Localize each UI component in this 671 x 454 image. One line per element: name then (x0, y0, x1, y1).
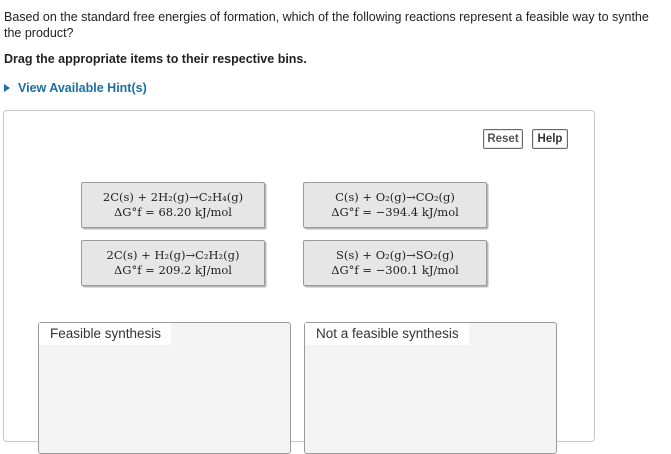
draggable-item-c2h4[interactable] (81, 182, 265, 228)
bin-feasible-synthesis[interactable] (38, 322, 291, 454)
draggable-item-so2[interactable] (303, 240, 487, 286)
draggable-item-c2h2[interactable] (81, 240, 265, 286)
draggable-item-co2[interactable] (303, 182, 487, 228)
reset-button[interactable]: Reset (483, 129, 523, 149)
view-hints-label: View Available Hint(s) (18, 81, 147, 95)
question-line-1: Based on the standard free energies of formation, which of the following reactions represent a feasible way to synthe (4, 10, 649, 24)
question-line-2: the product? (4, 26, 74, 40)
reaction-free-energy: ΔG°f = −300.1 kJ/mol (331, 263, 459, 277)
reaction-free-energy: ΔG°f = −394.4 kJ/mol (331, 205, 459, 219)
bin-not-feasible-synthesis[interactable] (304, 322, 557, 454)
bin-title: Not a feasible synthesis (305, 323, 469, 345)
reaction-equation: S(s) + O₂(g)→SO₂(g) (336, 248, 454, 262)
expand-triangle-icon (4, 84, 10, 92)
instruction-text: Drag the appropriate items to their respective bins. (4, 52, 307, 66)
bin-title: Feasible synthesis (39, 323, 171, 345)
reaction-equation: C(s) + O₂(g)→CO₂(g) (335, 190, 455, 204)
reaction-equation: 2C(s) + H₂(g)→C₂H₂(g) (106, 248, 240, 262)
reaction-free-energy: ΔG°f = 68.20 kJ/mol (114, 205, 232, 219)
drag-drop-panel (3, 110, 595, 442)
reaction-free-energy: ΔG°f = 209.2 kJ/mol (114, 263, 232, 277)
reaction-equation: 2C(s) + 2H₂(g)→C₂H₄(g) (102, 190, 244, 204)
question-text (4, 9, 671, 41)
view-hints-link[interactable] (4, 81, 147, 95)
help-button[interactable]: Help (532, 129, 568, 149)
